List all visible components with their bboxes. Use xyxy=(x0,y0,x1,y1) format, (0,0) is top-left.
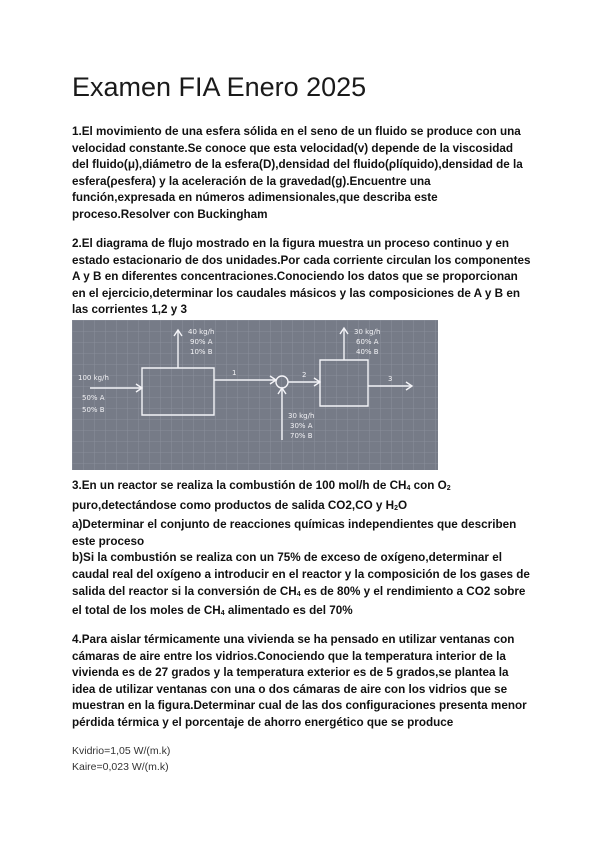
stream-label-1: 1 xyxy=(232,369,237,377)
bottom-stream-a: 30% A xyxy=(290,422,313,430)
question-3-line-1: 3.En un reactor se realiza la combustión de 100 mol/h de $CH_4$ con $O_2$ xyxy=(72,479,451,492)
left-stream-a: 50% A xyxy=(82,394,105,402)
question-4: 4.Para aislar térmicamente una vivienda se ha pensado en utilizar ventanas con cámaras de aire entre los vidrios.Conociendo que la temperatura interior de la vivienda es de 27 grados y la temperatura exterior es de 5 grados,se plantea la idea de utilizar ventanas con una o dos cámaras de aire con los vidrios que se muestran en la figura.Determinar cual de las dos configuraciones presenta menor pérdida térmica y el porcentaje de ahorro energético que se produce xyxy=(72,633,527,729)
left-stream-b: 50% B xyxy=(82,406,105,414)
left-stream-flow: 100 kg/h xyxy=(78,374,109,382)
stream-label-3: 3 xyxy=(388,375,393,383)
question-3-line-2: puro,detectándose como productos de salida CO2,CO y $H_2O$ xyxy=(72,498,408,512)
question-3-part-a: a)Determinar el conjunto de reacciones químicas independientes que describen este proceso xyxy=(72,518,517,548)
right-stream-a: 60% A xyxy=(356,338,379,346)
question-2: 2.El diagrama de flujo mostrado en la figura muestra un proceso continuo y en estado estacionario de dos unidades.Por cada corriente circulan los componentes A y B en diferentes concentraciones.Conociendo los datos que se proporcionan en el ejercicio,determinar los caudales másicos y las composiciones de A y B en las corrientes 1,2 y 3 xyxy=(72,237,531,317)
question-3-part-b: b)Si la combustión se realiza con un 75% de exceso de oxígeno,determinar el caudal real del oxígeno a introducir en el reactor y la composición de los gases de salida del reactor si la conversión de $CH_4$ es de 80% y el rendimiento a CO2 sobre el total de los moles de $CH_4$ alimentado es del 70% xyxy=(72,551,530,618)
bottom-stream-b: 70% B xyxy=(290,432,313,440)
flow-diagram-photo xyxy=(72,320,438,470)
page-title: Examen FIA Enero 2025 xyxy=(72,72,367,102)
right-stream-flow: 30 kg/h xyxy=(354,328,381,336)
question-3 xyxy=(72,478,532,623)
top-stream-flow: 40 kg/h xyxy=(188,328,215,336)
bottom-stream-flow: 30 kg/h xyxy=(288,412,315,420)
question-1: 1.El movimiento de una esfera sólida en el seno de un fluido se produce con una velocidad constante.Se conoce que esta velocidad(v) depende de la viscosidad del fluido(μ),diámetro de la esfera(D),densidad del fluido(ρlíquido),densidad de la esfera(ρesfera) y la aceleración de la gravedad(g).Encuentre una función,expresada en números adimensionales,que describa este proceso.Resolver con Buckingham xyxy=(72,125,523,221)
right-stream-b: 40% B xyxy=(356,348,379,356)
kaire-value: Kaire=0,023 W/(m.k) xyxy=(72,761,169,773)
kvidrio-value: Kvidrio=1,05 W/(m.k) xyxy=(72,745,171,757)
top-stream-a: 90% A xyxy=(190,338,213,346)
top-stream-b: 10% B xyxy=(190,348,213,356)
stream-label-2: 2 xyxy=(302,371,307,379)
